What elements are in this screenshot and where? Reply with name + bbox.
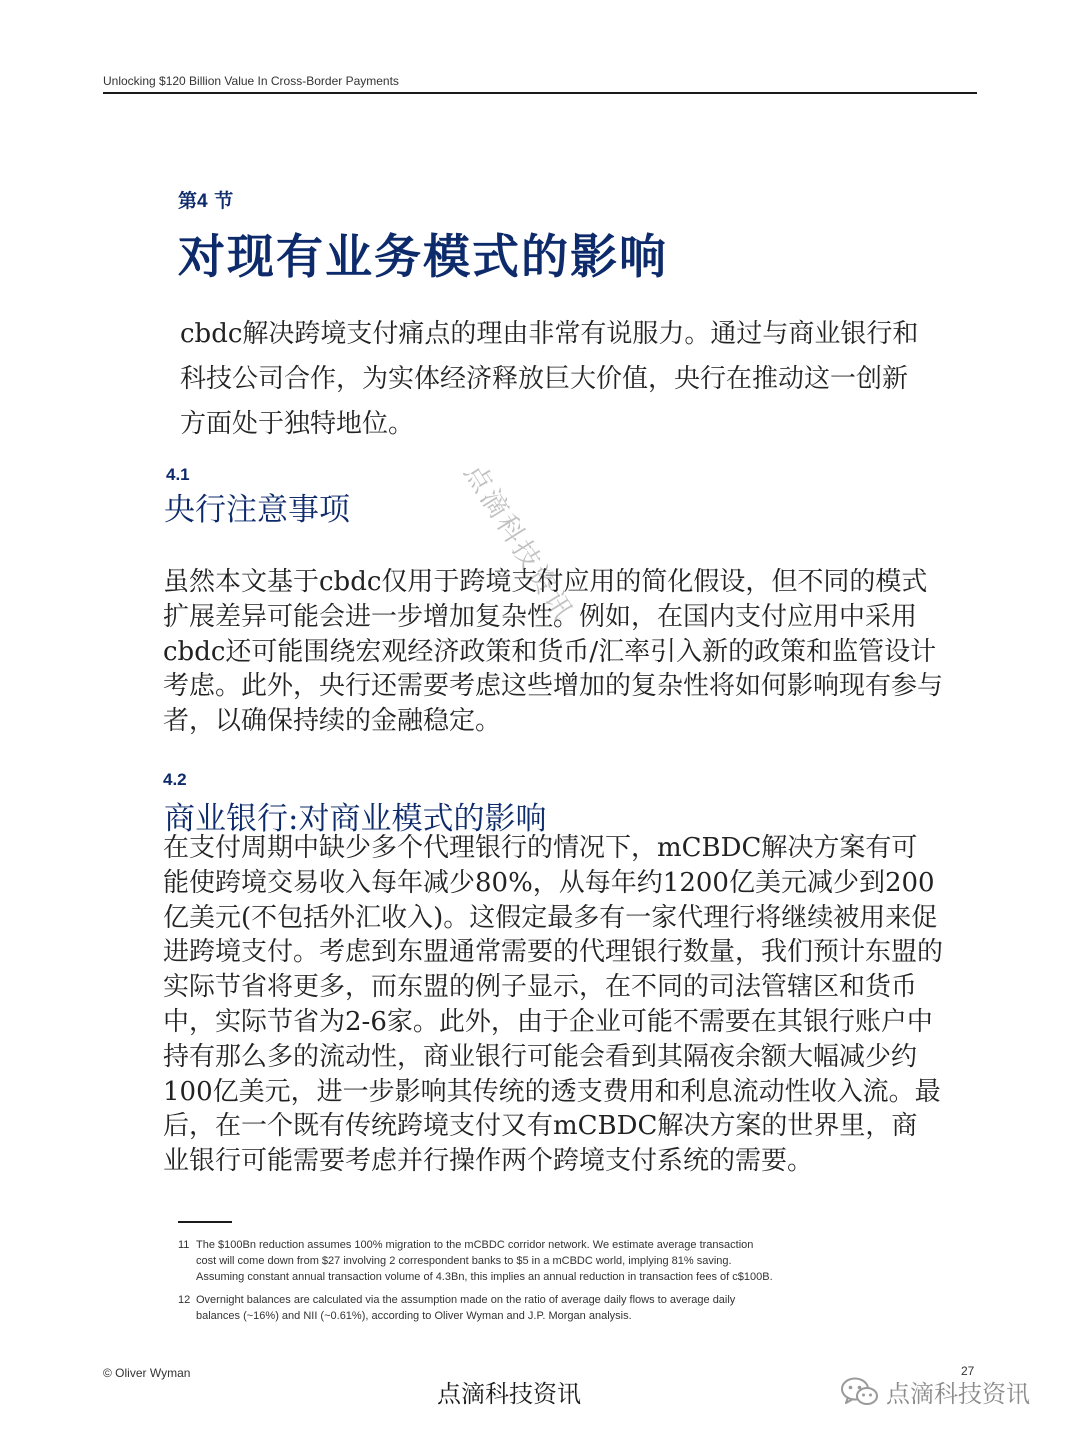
page-number: 27 [961,1364,975,1378]
footnote-line [178,1292,918,1308]
bottom-caption: 点滴科技资讯 [437,1380,581,1408]
watermark-badge-text: 点滴科技资讯 [886,1380,1030,1408]
section-title: 对现有业务模式的影响 [178,230,668,285]
section-label-suffix: 节 [207,190,234,212]
footnote-text: Overnight balances are calculated via the assumption made on the ratio of average daily flows to average daily [196,1294,736,1306]
subsection-title: 商业银行:对商业模式的影响 [164,801,547,837]
subsection-number: 4.2 [163,770,187,789]
footnote-line: Assuming constant annual transaction volume of 4.3Bn, this implies an annual reduction in transaction fees of c$100B. [196,1271,773,1283]
footnote-number: 12 [178,1294,191,1306]
subsection-number: 4.1 [166,465,190,484]
footnote-rule [178,1221,232,1223]
section-label-prefix: 第 [178,190,198,212]
footnote [178,1237,918,1285]
subsection-body: 在支付周期中缺少多个代理银行的情况下，mCBDC解决方案有可能使跨境交易收入每年减少80%，从每年约1200亿美元减少到200亿美元(不包括外汇收入)。这假定最多有一家代理行将继续被用来促进跨境支付。考虑到东盟通常需要的代理银行数量，我们预计东盟的实际节省将更多，而东盟的例子显示，在不同的司法管辖区和货币中，实际节省为2-6家。此外，由于企业可能不需要在其银行账户中持有那么多的流动性，商业银行可能会看到其隔夜余额大幅减少约100亿美元，进一步影响其传统的透支费用和利息流动性收入流。最后，在一个既有传统跨境支付又有mCBDC解决方案的世界里，商业银行可能需要考虑并行操作两个跨境支付系统的需要。 [163,833,944,1177]
footnote-line: cost will come down from $27 involving 2 correspondent banks to $5 in a mCBDC world, implying 81% saving. [196,1255,732,1267]
subsection-body: 虽然本文基于cbdc仅用于跨境支付应用的简化假设，但不同的模式扩展差异可能会进一步增加复杂性。例如，在国内支付应用中采用cbdc还可能围绕宏观经济政策和货币/汇率引入新的政策和监管设计考虑。此外，央行还需要考虑这些增加的复杂性将如何影响现有参与者，以确保持续的金融稳定。 [163,567,944,737]
section-label [178,186,233,213]
subsection-title: 央行注意事项 [164,492,350,528]
footnote-line: balances (~16%) and NII (~0.61%), according to Oliver Wyman and J.P. Morgan analysis. [196,1310,632,1322]
footnote [178,1292,918,1324]
footnote-number: 11 [178,1239,190,1251]
header-rule [103,92,977,94]
copyright: © Oliver Wyman [103,1366,191,1380]
running-header: Unlocking $120 Billion Value In Cross-Border Payments [103,74,399,88]
footnote-text: The $100Bn reduction assumes 100% migration to the mCBDC corridor network. We estimate average transaction [196,1239,754,1251]
wechat-icon [840,1376,880,1408]
watermark-badge [840,1374,1030,1409]
diagonal-watermark: 点滴科技资讯 [457,458,580,628]
footnote-line [178,1237,918,1253]
section-label-number: 4 [197,191,208,212]
section-intro: cbdc解决跨境支付痛点的理由非常有说服力。通过与商业银行和科技公司合作，为实体经济释放巨大价值，央行在推动这一创新方面处于独特地位。 [180,319,919,439]
